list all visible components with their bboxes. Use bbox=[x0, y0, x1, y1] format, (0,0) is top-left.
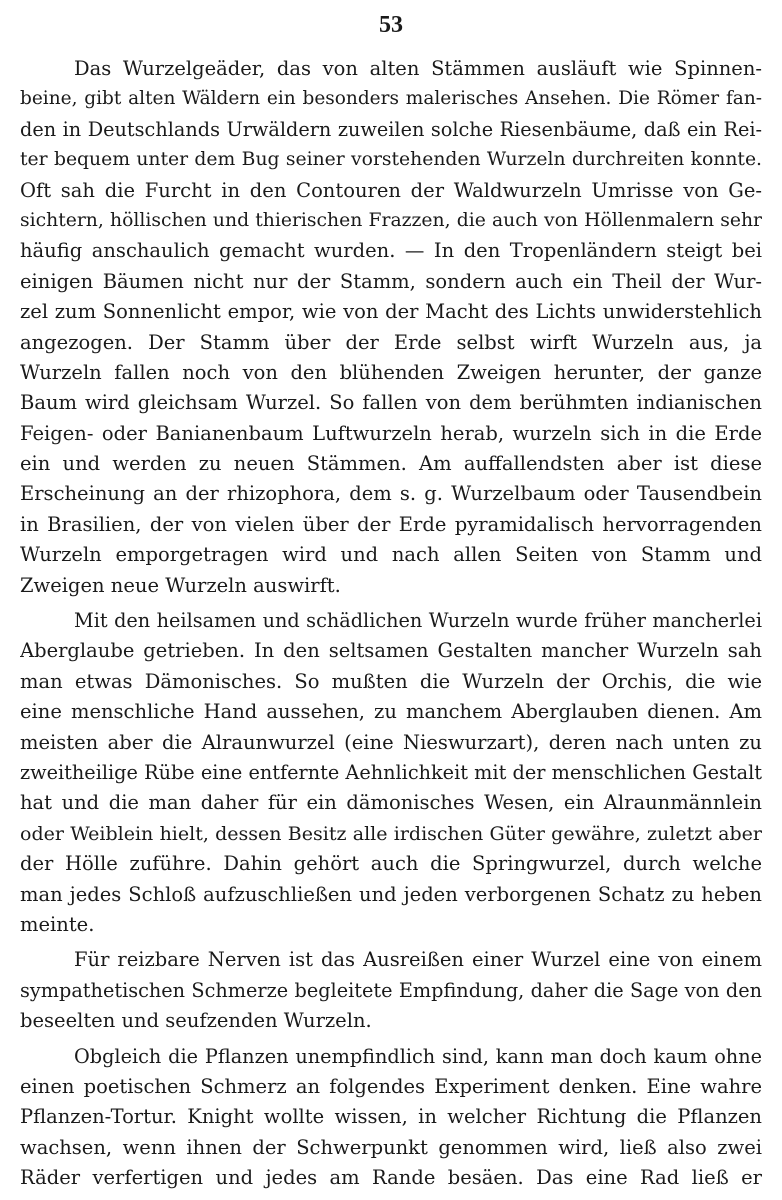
text-line: ter bequem unter dem Bug seiner vorstehenden Wurzeln durchreiten konnte. bbox=[20, 149, 762, 171]
text-line: man etwas Dämonisches. So mußten die Wurzeln der Orchis, die wie bbox=[20, 669, 762, 693]
text-line: zel zum Sonnenlicht empor, wie von der Macht des Lichts unwiderstehlich bbox=[20, 300, 762, 324]
text-line: Aberglaube getrieben. In den seltsamen Gestalten mancher Wurzeln sah bbox=[20, 639, 762, 663]
page-number: 53 bbox=[379, 12, 403, 38]
text-line: einen poetischen Schmerz an folgendes Experiment denken. Eine wahre bbox=[20, 1074, 762, 1098]
paragraph-1 bbox=[20, 54, 762, 601]
text-line: angezogen. Der Stamm über der Erde selbst wirft Wurzeln aus, ja bbox=[20, 330, 762, 354]
text-line: zweitheilige Rübe eine entfernte Aehnlichkeit mit der menschlichen Gestalt bbox=[20, 760, 762, 784]
text-line: in Brasilien, der von vielen über der Erde pyramidalisch hervorragenden bbox=[20, 512, 762, 536]
text-line: man jedes Schloß aufzuschließen und jeden verborgenen Schatz zu heben bbox=[20, 882, 762, 906]
text-line: beseelten und seufzenden Wurzeln. bbox=[20, 1009, 372, 1033]
text-line: beine, gibt alten Wäldern ein besonders malerisches Ansehen. Die Römer fan- bbox=[20, 88, 762, 110]
text-line: Feigen- oder Banianenbaum Luftwurzeln herab, wurzeln sich in die Erde bbox=[20, 421, 762, 445]
text-line: sichtern, höllischen und thierischen Frazzen, die auch von Höllenmalern sehr bbox=[20, 209, 762, 231]
text-line: hat und die man daher für ein dämonisches Wesen, ein Alraunmännlein bbox=[20, 791, 762, 815]
text-line: häufig anschaulich gemacht wurden. — In den Tropenländern steigt bei bbox=[20, 239, 762, 263]
paragraph-4 bbox=[20, 1042, 762, 1194]
text-line: oder Weiblein hielt, dessen Besitz alle irdischen Güter gewähre, zuletzt aber bbox=[20, 822, 762, 845]
text-line: Zweigen neue Wurzeln auswirft. bbox=[20, 573, 341, 597]
text-line: Baum wird gleichsam Wurzel. So fallen von dem berühmten indianischen bbox=[20, 391, 762, 415]
text-line: Für reizbare Nerven ist das Ausreißen einer Wurzel eine von einem bbox=[74, 948, 762, 972]
text-line: sympathetischen Schmerze begleitete Empfindung, daher die Sage von den bbox=[20, 978, 762, 1002]
text-line: Erscheinung an der rhizophora, dem s. g. Wurzelbaum oder Tausendbein bbox=[20, 482, 762, 506]
text-line: den in Deutschlands Urwäldern zuweilen solche Riesenbäume, daß ein Rei- bbox=[20, 117, 762, 141]
text-line: Oft sah die Furcht in den Contouren der Waldwurzeln Umrisse von Ge- bbox=[20, 178, 762, 202]
paragraph-3 bbox=[20, 945, 762, 1036]
text-line: Mit den heilsamen und schädlichen Wurzeln wurde früher mancherlei bbox=[74, 609, 762, 633]
paragraph-2 bbox=[20, 606, 762, 940]
text-line: wachsen, wenn ihnen der Schwerpunkt genommen wird, ließ also zwei bbox=[20, 1135, 762, 1159]
text-line: eine menschliche Hand aussehen, zu manchem Aberglauben dienen. Am bbox=[20, 700, 762, 724]
text-line: Räder verfertigen und jedes am Rande besäen. Das eine Rad ließ er bbox=[20, 1166, 762, 1190]
text-line: Obgleich die Pflanzen unempfindlich sind, kann man doch kaum ohne bbox=[74, 1044, 762, 1068]
text-line: ein und werden zu neuen Stämmen. Am auffallendsten aber ist diese bbox=[20, 452, 762, 476]
text-line: Pflanzen-Tortur. Knight wollte wissen, in welcher Richtung die Pflanzen bbox=[20, 1105, 762, 1129]
text-line: Wurzeln emporgetragen wird und nach allen Seiten von Stamm und bbox=[20, 543, 762, 567]
text-line: meinte. bbox=[20, 912, 95, 936]
text-line: Das Wurzelgeäder, das von alten Stämmen ausläuft wie Spinnen- bbox=[74, 57, 762, 80]
text-line: meisten aber die Alraunwurzel (eine Nieswurzart), deren nach unten zu bbox=[20, 730, 762, 754]
text-line: Wurzeln fallen noch von den blühenden Zweigen herunter, der ganze bbox=[20, 360, 762, 384]
text-line: der Hölle zuführe. Dahin gehört auch die Springwurzel, durch welche bbox=[20, 852, 762, 876]
body-text bbox=[20, 54, 762, 1193]
text-line: einigen Bäumen nicht nur der Stamm, sondern auch ein Theil der Wur- bbox=[20, 269, 762, 293]
